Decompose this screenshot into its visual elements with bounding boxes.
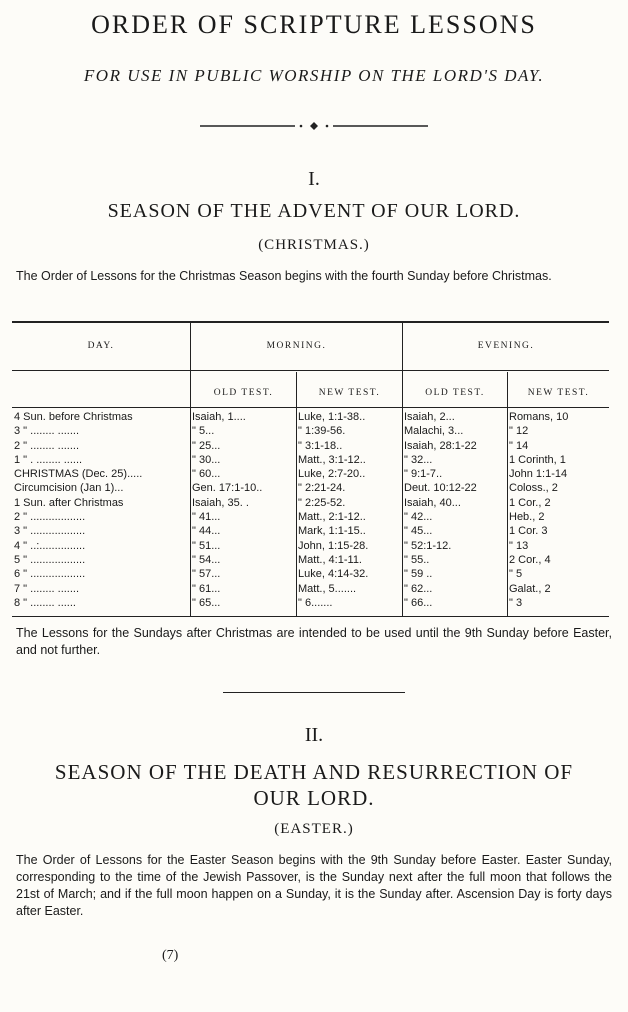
evening-old-cell: " 45... xyxy=(404,525,433,538)
morning-old-cell: " 44... xyxy=(192,525,221,538)
day-cell: 2 " .................. xyxy=(14,511,86,524)
morning-old-cell: " 65... xyxy=(192,596,221,609)
column-header-day: DAY. xyxy=(87,341,115,351)
day-cell: 5 " .................. xyxy=(14,553,86,566)
day-cell: 4 Sun. before Christmas xyxy=(14,411,133,423)
section-1-intro: The Order of Lessons for the Christmas Season begins with the fourth Sunday before Christmas. xyxy=(16,269,552,283)
evening-old-cell: Malachi, 3... xyxy=(404,425,464,438)
column-header-evening: EVENING. xyxy=(477,341,535,351)
evening-new-cell: Galat., 2 xyxy=(509,582,551,595)
table-row xyxy=(12,481,609,495)
table-row xyxy=(12,567,609,581)
table-row xyxy=(12,453,609,467)
evening-new-cell: Coloss., 2 xyxy=(509,482,558,495)
morning-new-cell: Matt., 3:1-12.. xyxy=(298,453,366,466)
morning-new-cell: Matt., 2:1-12.. xyxy=(298,511,366,524)
morning-new-cell: " 2:25-52. xyxy=(298,496,346,509)
day-cell: 4 " ..:............... xyxy=(14,539,86,552)
table-row xyxy=(12,424,609,438)
evening-old-cell: Isaiah, 2... xyxy=(404,411,455,423)
evening-old-cell: " 42... xyxy=(404,511,433,524)
morning-old-cell: Isaiah, 35. . xyxy=(192,496,249,509)
table-row xyxy=(12,582,609,596)
evening-old-cell: Isaiah, 40... xyxy=(404,496,461,509)
table-row xyxy=(12,496,609,510)
evening-new-cell: Romans, 10 xyxy=(509,411,569,423)
morning-old-cell: " 57... xyxy=(192,568,221,581)
section-1-numeral: I. xyxy=(308,168,320,190)
table-row xyxy=(12,467,609,481)
evening-old-cell: " 32... xyxy=(404,453,433,466)
section-1-note: The Lessons for the Sundays after Christmas are intended to be used until the 9th Sunday before Easter, and not further. xyxy=(16,626,612,657)
evening-new-cell: John 1:1-14 xyxy=(509,468,568,481)
table-row xyxy=(12,553,609,567)
day-cell: 1 Sun. after Christmas xyxy=(14,496,124,509)
morning-new-cell: " 6....... xyxy=(298,596,333,609)
evening-new-cell: " 5 xyxy=(509,568,523,581)
section-1-heading: SEASON OF THE ADVENT OF OUR LORD. xyxy=(107,200,521,222)
column-header-morning: MORNING. xyxy=(266,341,327,351)
day-cell: Circumcision (Jan 1)... xyxy=(14,482,124,495)
morning-old-cell: Isaiah, 1.... xyxy=(192,411,246,423)
morning-new-cell: Matt., 4:1-11. xyxy=(298,553,362,566)
section-divider xyxy=(223,692,405,693)
evening-new-cell: 1 Cor., 2 xyxy=(509,496,551,509)
morning-new-cell: " 2:21-24. xyxy=(298,482,346,495)
page-number: (7) xyxy=(162,948,179,963)
morning-new-cell: " 1:39-56. xyxy=(298,425,346,438)
evening-new-cell: " 13 xyxy=(509,539,529,552)
subheader-morning-new: NEW TEST. xyxy=(318,388,381,398)
section-2-heading-line2: OUR LORD. xyxy=(253,786,375,810)
day-cell: 1 " . ........ ...... xyxy=(14,453,83,466)
subheader-morning-old: OLD TEST. xyxy=(213,388,274,398)
morning-old-cell: Gen. 17:1-10.. xyxy=(192,482,263,495)
morning-old-cell: " 54... xyxy=(192,553,221,566)
day-cell: 8 " ........ ...... xyxy=(14,596,76,609)
morning-old-cell: " 61... xyxy=(192,582,221,595)
table-top-rule xyxy=(12,321,609,323)
evening-old-cell: " 9:1-7.. xyxy=(404,468,443,481)
morning-old-cell: " 5... xyxy=(192,425,215,438)
evening-new-cell: " 14 xyxy=(509,439,529,452)
page-title: ORDER OF SCRIPTURE LESSONS xyxy=(91,10,537,39)
evening-old-cell: " 55.. xyxy=(404,553,430,566)
evening-old-cell: Isaiah, 28:1-22 xyxy=(404,439,477,452)
ornament-divider xyxy=(200,120,428,132)
morning-new-cell: Luke, 4:14-32. xyxy=(298,568,369,581)
morning-new-cell: Luke, 2:7-20.. xyxy=(298,468,366,481)
morning-old-cell: " 60... xyxy=(192,468,221,481)
day-cell: 3 " .................. xyxy=(14,525,86,538)
morning-old-cell: " 41... xyxy=(192,511,221,524)
day-cell: 7 " ........ ....... xyxy=(14,582,80,595)
morning-old-cell: " 51... xyxy=(192,539,221,552)
morning-new-cell: " 3:1-18.. xyxy=(298,439,343,452)
section-2-numeral: II. xyxy=(304,724,324,746)
table-header-rule xyxy=(12,370,609,371)
table-row xyxy=(12,410,609,424)
table-bottom-rule xyxy=(12,616,609,617)
table-row xyxy=(12,524,609,538)
morning-old-cell: " 25... xyxy=(192,439,221,452)
table-row xyxy=(12,510,609,524)
evening-new-cell: " 3 xyxy=(509,596,523,609)
subheader-evening-old: OLD TEST. xyxy=(425,388,485,398)
page-subtitle: FOR USE IN PUBLIC WORSHIP ON THE LORD'S DAY. xyxy=(83,66,545,85)
evening-old-cell: Deut. 10:12-22 xyxy=(404,482,477,495)
table-row xyxy=(12,539,609,553)
morning-new-cell: Luke, 1:1-38.. xyxy=(298,411,366,423)
evening-old-cell: " 59 .. xyxy=(404,568,433,581)
evening-new-cell: Heb., 2 xyxy=(509,511,545,524)
section-2-heading-line1: SEASON OF THE DEATH AND RESURRECTION OF xyxy=(54,760,574,784)
morning-new-cell: Matt., 5....... xyxy=(298,582,357,595)
morning-new-cell: Mark, 1:1-15.. xyxy=(298,525,366,538)
evening-old-cell: " 62... xyxy=(404,582,433,595)
day-cell: CHRISTMAS (Dec. 25)..... xyxy=(14,468,143,481)
morning-old-cell: " 30... xyxy=(192,453,221,466)
section-2-subheading: (EASTER.) xyxy=(274,821,354,837)
evening-new-cell: " 12 xyxy=(509,425,529,438)
day-cell: 3 " ........ ....... xyxy=(14,425,80,438)
evening-old-cell: " 52:1-12. xyxy=(404,539,452,552)
day-cell: 6 " .................. xyxy=(14,568,86,581)
table-subheader-rule xyxy=(12,407,609,408)
day-cell: 2 " ........ ....... xyxy=(14,439,80,452)
lessons-table xyxy=(12,410,609,610)
table-row xyxy=(12,596,609,610)
subheader-evening-new: NEW TEST. xyxy=(527,388,590,398)
section-1-subheading: (CHRISTMAS.) xyxy=(258,237,370,253)
evening-new-cell: 1 Cor. 3 xyxy=(509,525,548,538)
evening-new-cell: 2 Cor., 4 xyxy=(509,553,551,566)
table-row xyxy=(12,439,609,453)
evening-old-cell: " 66... xyxy=(404,596,433,609)
evening-new-cell: 1 Corinth, 1 xyxy=(509,453,566,466)
morning-new-cell: John, 1:15-28. xyxy=(298,539,369,552)
section-2-intro: The Order of Lessons for the Easter Season begins with the 9th Sunday before Easter. Easter Sunday, corresponding to the time of the Jewish Passover, is the Sunday next after the full moon that follows the 21st of March; and if the full moon happen on a Sunday, it is the Sunday after. Ascension Day is forty days after Easter. xyxy=(16,853,612,918)
